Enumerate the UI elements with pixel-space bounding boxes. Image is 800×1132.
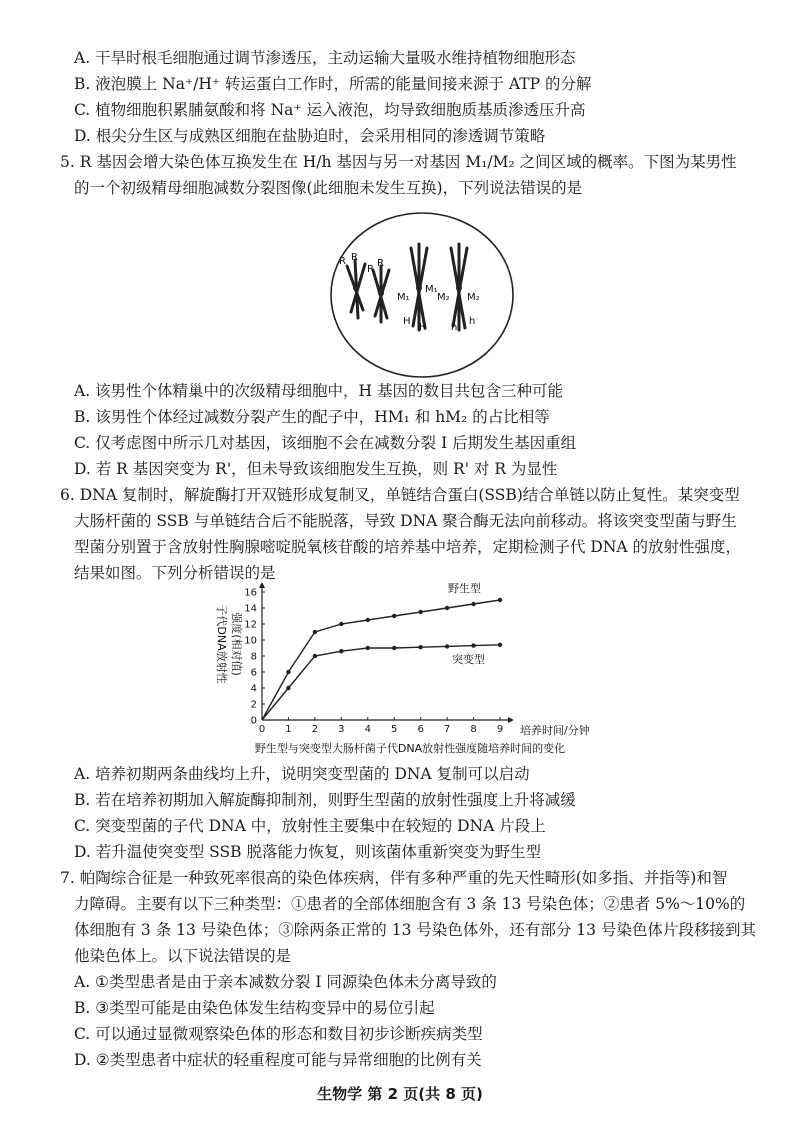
- data-point: [313, 630, 317, 634]
- gene-label-r: R: [367, 264, 374, 275]
- q4-option-a: A. 干旱时根毛细胞通过调节渗透压，主动运输大量吸水维持植物细胞形态: [74, 49, 576, 67]
- q5-option-c: C. 仅考虑图中所示几对基因，该细胞不会在减数分裂 Ⅰ 后期发生基因重组: [74, 434, 577, 452]
- gene-label-h: H: [419, 322, 427, 333]
- series-label: 野生型: [448, 582, 481, 595]
- x-tick-label: 5: [391, 724, 398, 735]
- data-point: [471, 602, 475, 606]
- q6-stem-line-3: 型菌分别置于含放射性胸腺嘧啶脱氧核苷酸的培养基中培养，定期检测子代 DNA 的放射性强度，: [74, 538, 742, 556]
- gene-label-h-lower: h: [451, 322, 458, 333]
- meiosis-cell-figure: [325, 208, 520, 383]
- data-point: [418, 610, 422, 614]
- y-axis-label-line-1: 子代DNA放射性: [215, 604, 228, 684]
- q6-stem-line-1: 6. DNA 复制时，解旋酶打开双链形成复制叉，单链结合蛋白(SSB)结合单链以防止复性。某突变型: [60, 486, 740, 504]
- data-point: [392, 614, 396, 618]
- q5-option-b: B. 该男性个体经过减数分裂产生的配子中，HM₁ 和 hM₂ 的占比相等: [74, 408, 550, 426]
- gene-label-h: H: [403, 316, 411, 327]
- x-tick-label: 2: [311, 724, 319, 735]
- q7-option-a: A. ①类型患者是由于亲本减数分裂 Ⅰ 同源染色体未分离导致的: [74, 973, 497, 991]
- series-label: 突变型: [452, 652, 485, 666]
- q5-stem-line-2: 的一个初级精母细胞减数分裂图像(此细胞未发生互换)，下列说法错误的是: [74, 179, 583, 197]
- page-footer: 生物学 第 2 页(共 8 页): [317, 1085, 483, 1103]
- chart-caption: 野生型与突变型大肠杆菌子代DNA放射性强度随培养时间的变化: [254, 742, 566, 755]
- data-point: [366, 646, 370, 650]
- y-tick-label: 6: [250, 667, 257, 679]
- q7-option-c: C. 可以通过显微观察染色体的形态和数目初步诊断疾病类型: [74, 1025, 483, 1043]
- data-point: [286, 686, 290, 690]
- q6-option-b: B. 若在培养初期加入解旋酶抑制剂，则野生型菌的放射性强度上升将减缓: [74, 791, 576, 809]
- q5-stem-line-1: 5. R 基因会增大染色体互换发生在 H/h 基因与另一对基因 M₁/M₂ 之间区域的概率。下图为某男性: [60, 153, 737, 171]
- data-point: [286, 670, 290, 674]
- x-tick-label: 8: [470, 724, 477, 735]
- gene-label-r: R: [377, 258, 384, 269]
- y-tick-label: 8: [250, 651, 257, 663]
- x-tick-label: 9: [496, 724, 504, 735]
- q7-stem-line-4: 他染色体上。以下说法错误的是: [74, 947, 292, 965]
- y-tick-label: 10: [244, 635, 257, 647]
- y-tick-label: 16: [244, 587, 257, 599]
- x-tick-label: 6: [417, 724, 424, 735]
- dna-radioactivity-chart: [200, 582, 620, 760]
- data-point: [471, 643, 475, 647]
- data-point: [313, 654, 317, 658]
- data-point: [392, 646, 396, 650]
- q4-option-d: D. 根尖分生区与成熟区细胞在盐胁迫时，会采用相同的渗透调节策略: [74, 127, 546, 145]
- y-tick-label: 4: [250, 683, 257, 695]
- x-axis-arrow: [508, 717, 514, 723]
- x-axis-label: 培养时间/分钟: [520, 724, 590, 737]
- data-point: [498, 598, 502, 602]
- data-point: [339, 649, 343, 653]
- x-tick-label: 4: [364, 724, 371, 735]
- q6-option-d: D. 若升温使突变型 SSB 脱落能力恢复，则该菌体重新突变为野生型: [74, 843, 541, 861]
- q7-stem-line-2: 力障碍。主要有以下三种类型：①患者的全部体细胞含有 3 条 13 号染色体；②患者 5%～10%的: [74, 895, 746, 913]
- q7-option-d: D. ②类型患者中症状的轻重程度可能与异常细胞的比例有关: [74, 1051, 482, 1069]
- q4-option-b: B. 液泡膜上 Na⁺/H⁺ 转运蛋白工作时，所需的能量间接来源于 ATP 的分解: [74, 75, 592, 93]
- x-tick-label: 7: [443, 724, 451, 735]
- gene-label-r: R: [351, 252, 358, 263]
- q6-option-a: A. 培养初期两条曲线均上升，说明突变型菌的 DNA 复制可以启动: [74, 765, 530, 783]
- x-tick-label: 0: [258, 724, 266, 735]
- y-axis-label-line-2: 强度(相对值): [230, 612, 243, 676]
- data-point: [339, 622, 343, 626]
- x-tick-label: 1: [285, 724, 292, 735]
- gene-label-m1: M₁: [397, 292, 410, 303]
- gene-label-r: R: [339, 256, 346, 267]
- q7-stem-line-3: 体细胞有 3 条 13 号染色体；③除两条正常的 13 号染色体外，还有部分 13 号染色体片段移接到其: [74, 921, 756, 939]
- y-axis-label: [215, 604, 244, 683]
- data-point: [498, 643, 502, 647]
- y-axis-arrow: [259, 582, 265, 588]
- gene-label-m2: M₂: [467, 292, 480, 303]
- q5-option-a: A. 该男性个体精巢中的次级精母细胞中，H 基因的数目共包含三种可能: [74, 382, 563, 400]
- q6-stem-line-4: 结果如图。下列分析错误的是: [74, 564, 276, 582]
- y-tick-label: 2: [250, 699, 257, 711]
- data-point: [445, 606, 449, 610]
- x-tick-label: 3: [338, 724, 345, 735]
- data-point: [366, 618, 370, 622]
- y-tick-label: 14: [244, 603, 257, 615]
- gene-label-m1: M₁: [425, 284, 438, 295]
- q4-option-c: C. 植物细胞积累脯氨酸和将 Na⁺ 运入液泡，均导致细胞质基质渗透压升高: [74, 101, 586, 119]
- gene-label-m2: M₂: [437, 292, 450, 303]
- data-point: [445, 644, 449, 648]
- q5-option-d: D. 若 R 基因突变为 R'，但未导致该细胞发生互换，则 R' 对 R 为显性: [74, 460, 558, 478]
- q7-stem-line-1: 7. 帕陶综合征是一种致死率很高的染色体疾病，伴有多种严重的先天性畸形(如多指、并指等)和智: [60, 869, 728, 887]
- q6-option-c: C. 突变型菌的子代 DNA 中，放射性主要集中在较短的 DNA 片段上: [74, 817, 546, 835]
- y-tick-label: 0: [250, 715, 257, 727]
- q7-option-b: B. ③类型可能是由染色体发生结构变异中的易位引起: [74, 999, 435, 1017]
- y-tick-label: 12: [244, 619, 257, 631]
- data-point: [418, 645, 422, 649]
- gene-label-h-lower: h: [469, 316, 476, 327]
- q6-stem-line-2: 大肠杆菌的 SSB 与单链结合后不能脱落，导致 DNA 聚合酶无法向前移动。将该突变型菌与野生: [74, 512, 737, 530]
